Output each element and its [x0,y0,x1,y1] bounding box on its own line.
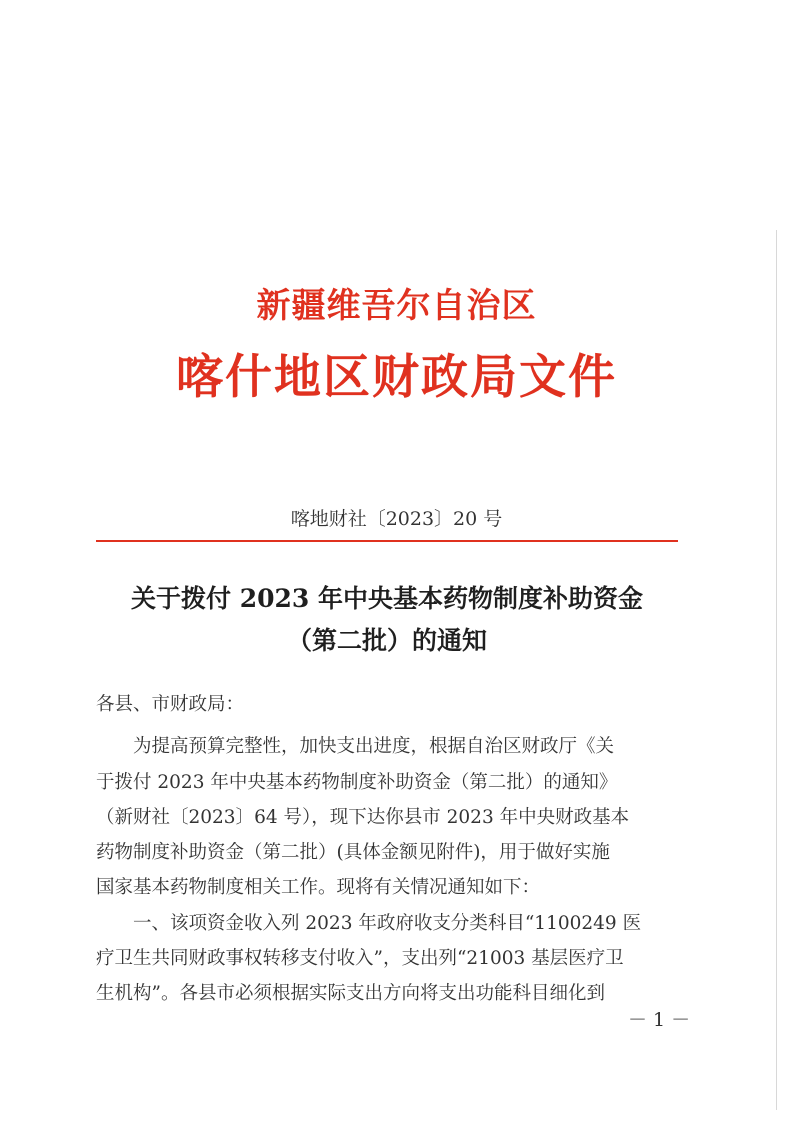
document-number: 喀地财社〔2023〕20 号 [290,508,503,530]
page-number: － 1 － [628,1009,691,1031]
body-line: 为提高预算完整性，加快支出进度，根据自治区财政厅《关 [133,736,615,757]
body-line: 于拨付 2023 年中央基本药物制度补助资金（第二批）的通知》 [96,772,618,793]
body-line: （新财社〔2023〕64 号），现下达你县市 2023 年中央财政基本 [96,807,630,828]
body-line: 药物制度补助资金（第二批）(具体金额见附件)，用于做好实施 [96,842,610,863]
title-line-2: （第二批）的通知 [286,626,487,655]
issuer-office-heading: 喀什地区财政局文件 [176,350,617,405]
red-divider-line [96,540,678,542]
issuer-region-heading: 新疆维吾尔自治区 [256,286,537,326]
body-line: 国家基本药物制度相关工作。现将有关情况通知如下： [96,877,541,898]
title-line-1: 关于拨付 2023 年中央基本药物制度补助资金 [131,584,643,613]
body-line: 生机构”。各县市必须根据实际支出方向将支出功能科目细化到 [96,983,605,1004]
body-line: 疗卫生共同财政事权转移支付收入”，支出列“21003 基层医疗卫 [96,948,624,969]
scan-edge-line [776,230,777,1110]
document-title [96,578,678,662]
salutation: 各县、市财政局： [96,694,245,715]
body-line: 一、该项资金收入列 2023 年政府收支分类科目“1100249 医 [133,913,642,934]
